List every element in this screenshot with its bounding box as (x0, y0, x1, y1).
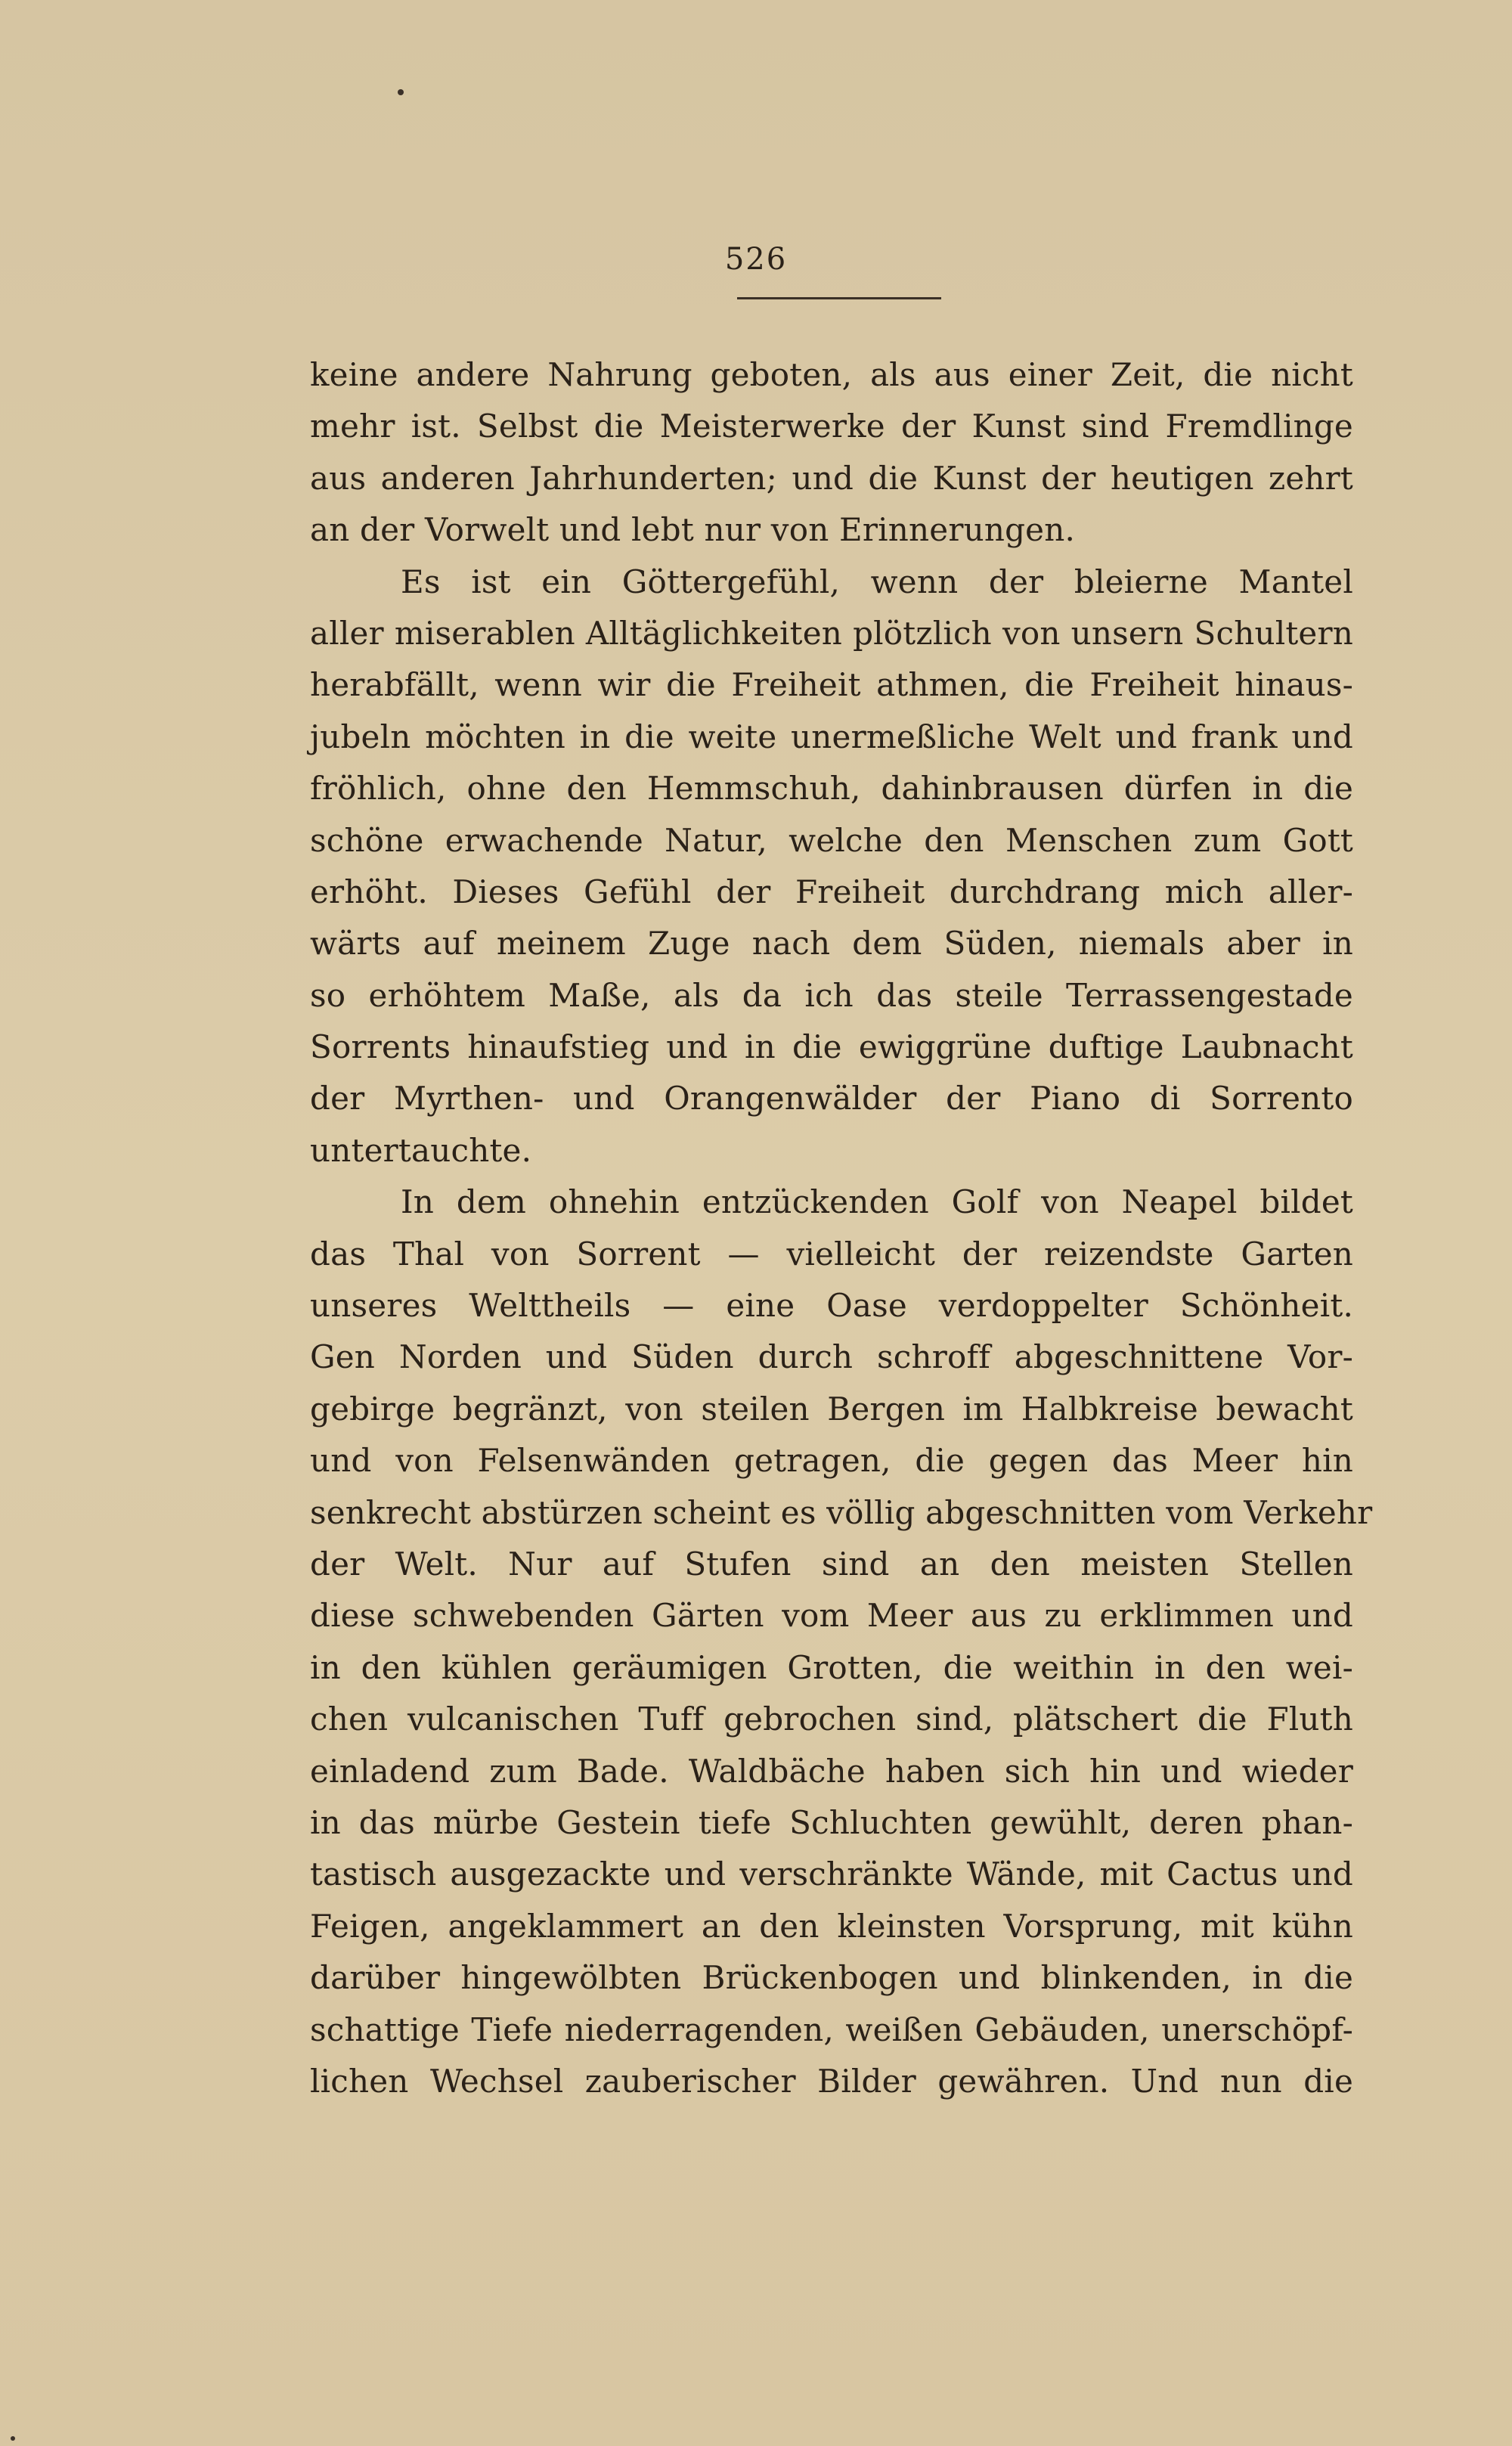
text-line: Gen Norden und Süden durch schroff abgeschnittene Vor- (310, 1338, 1353, 1376)
text-line: unseres Welttheils — eine Oase verdoppelter Schönheit. (310, 1287, 1353, 1325)
text-line: einladend zum Bade. Waldbäche haben sich hin und wieder (310, 1752, 1353, 1790)
text-line: Es ist ein Göttergefühl, wenn der bleierne Mantel (401, 563, 1353, 600)
text-line: aus anderen Jahrhunderten; und die Kunst der heutigen zehrt (310, 459, 1353, 497)
text-line: Sorrents hinaufstieg und in die ewiggrüne duftige Laubnacht (310, 1028, 1353, 1066)
text-line: schattige Tiefe niederragenden, weißen Gebäuden, unerschöpf- (310, 2010, 1353, 2048)
ink-speck (398, 89, 404, 95)
text-line: so erhöhtem Maße, als da ich das steile Terrassengestade (310, 976, 1353, 1014)
header-rule (737, 297, 941, 299)
text-line: aller miserablen Alltäglichkeiten plötzlich von unsern Schultern (310, 614, 1353, 652)
text-line: mehr ist. Selbst die Meisterwerke der Kunst sind Fremdlinge (310, 408, 1353, 445)
text-line: in den kühlen geräumigen Grotten, die weithin in den wei- (310, 1648, 1353, 1686)
ink-speck (11, 2436, 15, 2441)
text-line: gebirge begränzt, von steilen Bergen im Halbkreise bewacht (310, 1390, 1353, 1428)
text-line: In dem ohnehin entzückenden Golf von Neapel bildet (401, 1183, 1353, 1221)
text-line: herabfällt, wenn wir die Freiheit athmen, die Freiheit hinaus- (310, 666, 1353, 704)
text-line: darüber hingewölbten Brückenbogen und blinkenden, in die (310, 1959, 1353, 1997)
text-line: diese schwebenden Gärten vom Meer aus zu erklimmen und (310, 1597, 1353, 1635)
text-line: untertauchte. (310, 1131, 532, 1169)
text-line: jubeln möchten in die weite unermeßliche Welt und frank und (310, 718, 1353, 755)
text-line: lichen Wechsel zauberischer Bilder gewähren. Und nun die (310, 2062, 1353, 2100)
text-line: tastisch ausgezackte und verschränkte Wände, mit Cactus und (310, 1855, 1353, 1893)
page-number: 526 (724, 242, 788, 277)
text-line: und von Felsenwänden getragen, die gegen das Meer hin (310, 1442, 1353, 1480)
text-line: schöne erwachende Natur, welche den Menschen zum Gott (310, 821, 1353, 859)
text-line: erhöht. Dieses Gefühl der Freiheit durchdrang mich aller- (310, 873, 1353, 910)
text-line: der Myrthen- und Orangenwälder der Piano di Sorrento (310, 1080, 1353, 1118)
text-line: chen vulcanischen Tuff gebrochen sind, plätschert die Fluth (310, 1700, 1353, 1738)
text-line: keine andere Nahrung geboten, als aus einer Zeit, die nicht (310, 356, 1353, 393)
text-line: das Thal von Sorrent — vielleicht der reizendste Garten (310, 1235, 1353, 1273)
text-line: wärts auf meinem Zuge nach dem Süden, niemals aber in (310, 925, 1353, 963)
body-text (310, 349, 1373, 2107)
text-line: Feigen, angeklammert an den kleinsten Vorsprung, mit kühn (310, 1907, 1353, 1945)
text-line: in das mürbe Gestein tiefe Schluchten gewühlt, deren phan- (310, 1803, 1353, 1841)
text-line: der Welt. Nur auf Stufen sind an den meisten Stellen (310, 1545, 1353, 1583)
text-line: an der Vorwelt und lebt nur von Erinnerungen. (310, 511, 1076, 549)
text-line: senkrecht abstürzen scheint es völlig abgeschnitten vom Verkehr (310, 1493, 1373, 1531)
text-line: fröhlich, ohne den Hemmschuh, dahinbrausen dürfen in die (310, 770, 1353, 808)
